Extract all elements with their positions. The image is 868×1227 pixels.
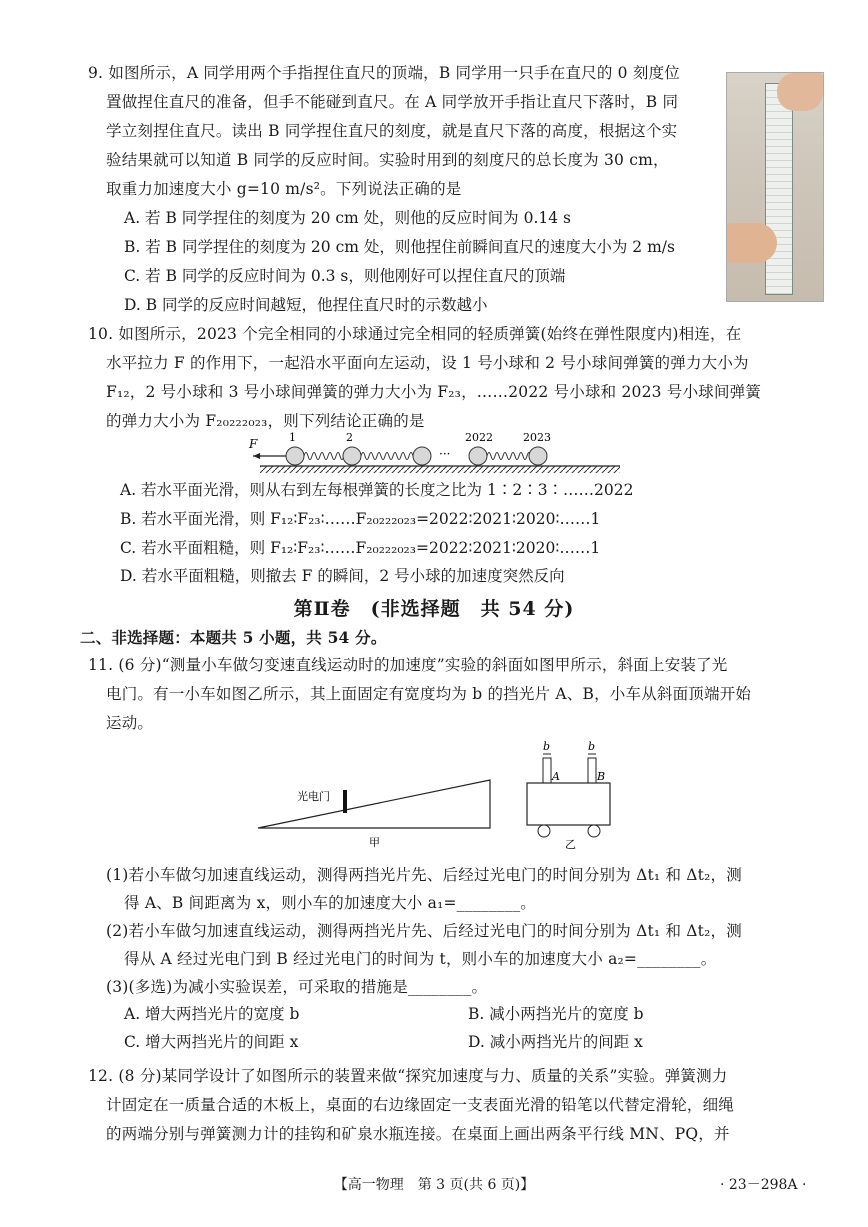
q10-line: F₁₂，2 号小球和 3 号小球间弹簧的弹力大小为 F₂₃，……2022 号小球和 2023 号小球间弹簧 — [106, 383, 762, 401]
q10-option-c: C. 若水平面粗糙，则 F₁₂∶F₂₃∶……F₂₀₂₂₂₀₂₃=2022∶2021∶2020∶……1 — [120, 539, 601, 557]
bottom-hand-image — [727, 223, 777, 263]
q10-option-a: A. 若水平面光滑，则从右到左每根弹簧的长度之比为 1∶2∶3∶……2022 — [120, 481, 634, 499]
q12-line: 计固定在一质量合适的木板上，桌面的右边缘固定一支表面光滑的铅笔以代替定滑轮，细绳 — [106, 1096, 735, 1114]
q9-line: 9. 如图所示，A 同学用两个手指捏住直尺的顶端，B 同学用一只手在直尺的 0 刻度位 — [88, 64, 680, 82]
shutter-a-label: A — [552, 770, 560, 783]
width-b-label-b: b — [588, 740, 596, 753]
q11-sub3-line: (3)(多选)为减小实验误差，可采取的措施是________。 — [106, 978, 488, 996]
cart-wheel-right — [588, 825, 600, 837]
q9-option-a: A. 若 B 同学捏住的刻度为 20 cm 处，则他的反应时间为 0.14 s — [124, 209, 571, 227]
q11-option-b: B. 减小两挡光片的宽度 b — [468, 1005, 644, 1023]
part2-header: 二、非选择题：本题共 5 小题，共 54 分。 — [80, 628, 387, 647]
incline-jia — [258, 780, 490, 828]
q11-sub2-line: (2)若小车做匀加速直线运动，测得两挡光片先、后经过光电门的时间分别为 Δt₁ 和 Δt₂，测 — [106, 922, 742, 940]
photogate-label: 光电门 — [297, 790, 330, 803]
q9-option-b: B. 若 B 同学捏住的刻度为 20 cm 处，则他捏住前瞬间直尺的速度大小为 2 m/s — [124, 238, 675, 256]
q11-line: 运动。 — [106, 714, 154, 732]
ruler-photo — [726, 72, 824, 302]
shutter-b — [588, 758, 596, 783]
ball-2 — [343, 447, 361, 465]
q10-line: 的弹力大小为 F₂₀₂₂₂₀₂₃，则下列结论正确的是 — [106, 412, 425, 430]
q10-option-d: D. 若水平面粗糙，则撤去 F 的瞬间，2 号小球的加速度突然反向 — [120, 567, 565, 585]
shutter-a — [543, 758, 551, 783]
q9-line: 取重力加速度大小 g=10 m/s²。下列说法正确的是 — [106, 180, 462, 198]
q10-line: 10. 如图所示，2023 个完全相同的小球通过完全相同的轻质弹簧(始终在弹性限度内)相连，在 — [88, 325, 742, 343]
q10-line: 水平拉力 F 的作用下，一起沿水平面向左运动，设 1 号小球和 2 号小球间弹簧的弹力大小为 — [106, 354, 749, 372]
q11-option-d: D. 减小两挡光片的间距 x — [468, 1033, 643, 1051]
ball-1 — [286, 447, 304, 465]
q10-option-b: B. 若水平面光滑，则 F₁₂∶F₂₃∶……F₂₀₂₂₂₀₂₃=2022∶2021∶2020∶……1 — [120, 510, 601, 528]
q9-line: 置做捏住直尺的准备，但手不能碰到直尺。在 A 同学放开手指让直尺下落时，B 同 — [106, 93, 679, 111]
ground-hatch — [260, 466, 620, 473]
spring-balls-figure — [245, 428, 635, 476]
fig-jia-label: 甲 — [369, 836, 380, 849]
width-b-label-a: b — [543, 740, 551, 753]
q9-option-d: D. B 同学的反应时间越短，他捏住直尺时的示数越小 — [124, 296, 488, 314]
q12-line: 12. (8 分)某同学设计了如图所示的装置来做“探究加速度与力、质量的关系”实验。弹簧测力 — [88, 1067, 728, 1085]
q11-option-a: A. 增大两挡光片的宽度 b — [124, 1005, 300, 1023]
q11-option-c: C. 增大两挡光片的间距 x — [124, 1033, 299, 1051]
q9-option-c: C. 若 B 同学的反应时间为 0.3 s，则他刚好可以捏住直尺的顶端 — [124, 267, 566, 285]
paper-code: · 23－298A · — [720, 1177, 807, 1193]
top-hand-image — [777, 73, 823, 111]
force-arrowhead — [253, 453, 260, 459]
cart-wheel-left — [538, 825, 550, 837]
spring-2 — [361, 453, 413, 460]
ruler-image — [765, 83, 793, 295]
q11-line: 电门。有一小车如图乙所示，其上面固定有宽度均为 b 的挡光片 A、B，小车从斜面顶端开始 — [106, 685, 752, 703]
cart-body — [527, 783, 610, 825]
ball-3 — [413, 447, 431, 465]
q11-sub1-line: 得 A、B 间距离为 x，则小车的加速度大小 a₁=________。 — [124, 894, 536, 912]
ball-2023-label: 2023 — [523, 431, 551, 444]
q11-line: 11. (6 分)“测量小车做匀变速直线运动时的加速度”实验的斜面如图甲所示，斜面上安装了光 — [88, 656, 728, 674]
q12-line: 的两端分别与弹簧测力计的挂钩和矿泉水瓶连接。在桌面上画出两条平行线 MN、PQ，并 — [106, 1125, 730, 1143]
q11-sub1-line: (1)若小车做匀加速直线运动，测得两挡光片先、后经过光电门的时间分别为 Δt₁ 和 Δt₂，测 — [106, 866, 742, 884]
fig-yi-label: 乙 — [565, 838, 576, 850]
ball-2-label: 2 — [346, 431, 353, 444]
ball-2023 — [529, 447, 547, 465]
ball-1-label: 1 — [289, 431, 296, 444]
q9-line: 验结果就可以知道 B 同学的反应时间。实验时用到的刻度尺的总长度为 30 cm， — [106, 151, 669, 169]
force-label: F — [249, 437, 258, 451]
ball-2022-label: 2022 — [465, 431, 493, 444]
page-footer: 【高一物理 第 3 页(共 6 页)】 — [333, 1177, 535, 1193]
ball-2022 — [469, 447, 487, 465]
q11-figure — [255, 738, 625, 850]
q9-line: 学立刻捏住直尺。读出 B 同学捏住直尺的刻度，就是直尺下落的高度，根据这个实 — [106, 122, 678, 140]
shutter-b-label: B — [597, 770, 606, 783]
ellipsis-label: ··· — [439, 447, 451, 461]
section-title: 第Ⅱ卷 (非选择题 共 54 分) — [293, 598, 575, 620]
q11-sub2-line: 得从 A 经过光电门到 B 经过光电门的时间为 t，则小车的加速度大小 a₂=________。 — [124, 950, 717, 968]
